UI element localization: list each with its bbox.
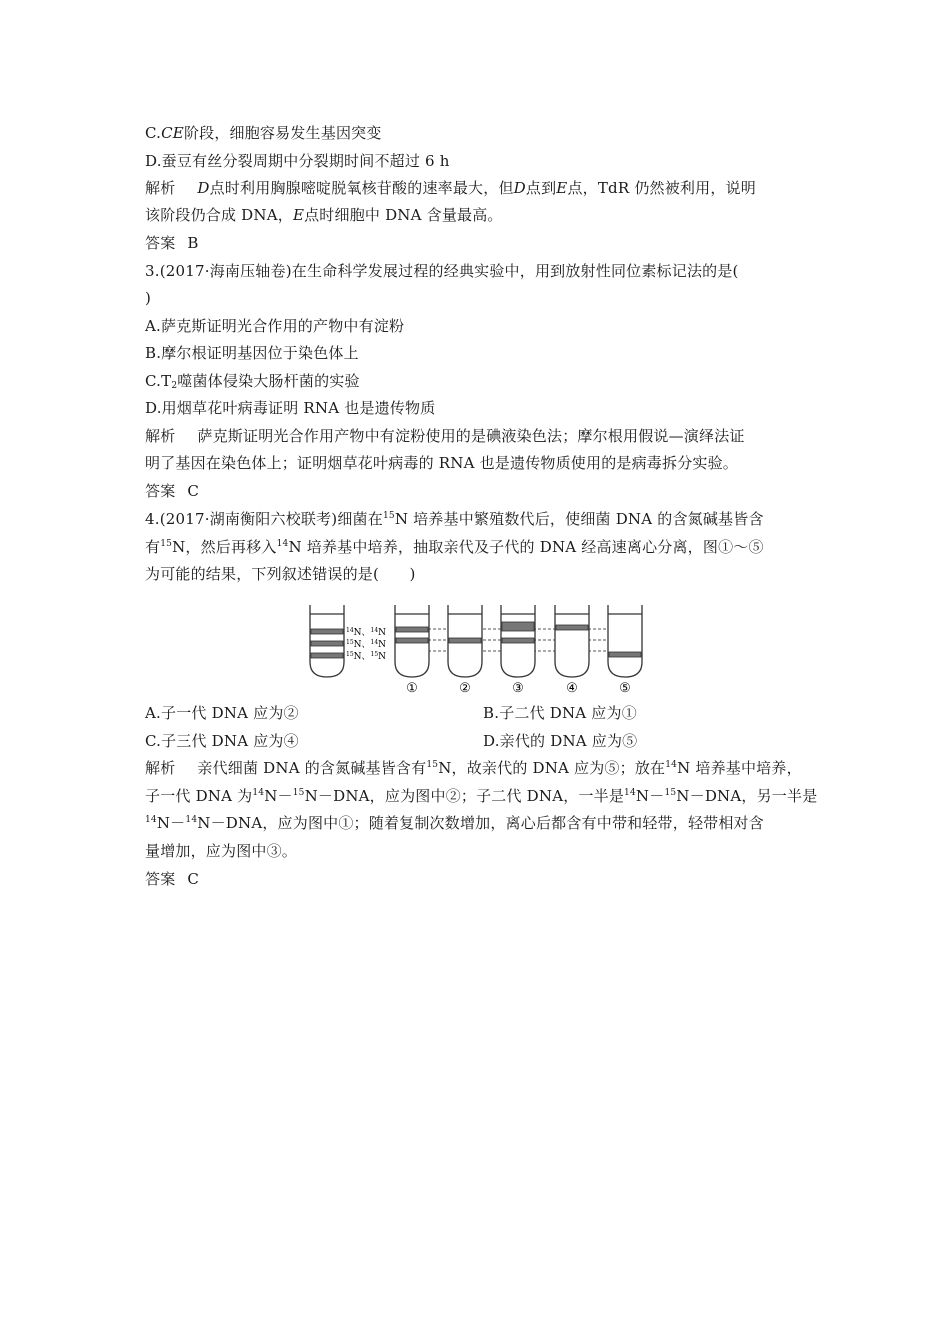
tube-2 xyxy=(448,605,482,677)
tube-label-5: ⑤ xyxy=(619,681,631,696)
q4-analysis-line2: 子一代 DNA 为$^{14}$N－$^{15}$N－DNA，应为图中②；子二代 DNA，一半是$^{14}$N－$^{15}$N－DNA，另一半是 xyxy=(145,787,818,805)
analysis-label: 解析 xyxy=(145,759,176,777)
tube-label-4: ④ xyxy=(566,681,578,696)
q4-stem-line2: 有$^{15}$N，然后再移入$^{14}$N 培养基中培养，抽取亲代及子代的 DNA 经高速离心分离，图①～⑤ xyxy=(145,538,764,556)
q2-analysis-line1: 解析 D点时利用胸腺嘧啶脱氧核苷酸的速率最大，但D点到E点，TdR 仍然被利用，说明 xyxy=(145,179,756,197)
band-light xyxy=(311,629,343,634)
tube-label-3: ③ xyxy=(512,681,524,696)
q3-stem-line2: ) xyxy=(145,289,152,307)
q3-analysis-line1: 解析 萨克斯证明光合作用产物中有淀粉使用的是碘液染色法；摩尔根用假说—演绎法证 xyxy=(145,427,745,445)
analysis-label: 解析 xyxy=(145,179,176,197)
centrifuge-figure xyxy=(300,600,650,696)
tube-3 xyxy=(501,605,535,677)
q3-option-b: B.摩尔根证明基因位于染色体上 xyxy=(145,344,359,362)
answer-label: 答案 xyxy=(145,870,176,888)
band-heavy xyxy=(311,653,343,658)
q2-answer xyxy=(145,232,815,254)
q3-option-d: D.用烟草花叶病毒证明 RNA 也是遗传物质 xyxy=(145,399,436,417)
band-label-light: $^{14}$N、$^{14}$N xyxy=(346,627,387,638)
band-hybrid xyxy=(311,641,343,646)
q4-stem-line1: 4.(2017·湖南衡阳六校联考)细菌在$^{15}$N 培养基中繁殖数代后，使细菌 DNA 的含氮碱基皆含 xyxy=(145,510,764,528)
analysis-label: 解析 xyxy=(145,427,176,445)
tube-1 xyxy=(395,605,429,677)
q4-analysis-line3: $^{14}$N－$^{14}$N－DNA，应为图中①；随着复制次数增加，离心后都含有中带和轻带，轻带相对含 xyxy=(145,814,764,832)
q2-option-d: D.蚕豆有丝分裂周期中分裂期时间不超过 6 h xyxy=(145,152,450,170)
q4-answer xyxy=(145,868,815,890)
q4-analysis-line1: 解析 亲代细菌 DNA 的含氮碱基皆含有$^{15}$N，故亲代的 DNA 应为⑤；放在$^{14}$N 培养基中培养， xyxy=(145,759,802,777)
band-label-hybrid: $^{15}$N、$^{14}$N xyxy=(346,639,387,650)
q3-option-a: A.萨克斯证明光合作用的产物中有淀粉 xyxy=(145,317,405,335)
q4-stem-line3: 为可能的结果，下列叙述错误的是( ) xyxy=(145,565,416,583)
tube-label-1: ① xyxy=(406,681,418,696)
q2-analysis-line2: 该阶段仍合成 DNA，E点时细胞中 DNA 含量最高。 xyxy=(145,206,503,224)
answer-value: B xyxy=(187,234,199,252)
answer-value: C xyxy=(187,482,200,500)
answer-value: C xyxy=(187,870,200,888)
answer-label: 答案 xyxy=(145,482,176,500)
q3-answer xyxy=(145,480,815,502)
q2-option-c: C.CE阶段，细胞容易发生基因突变 xyxy=(145,124,382,142)
q3-option-c: $C.T_2$噬菌体侵染大肠杆菌的实验 xyxy=(145,372,360,391)
q4-option-b: B.子二代 DNA 应为① xyxy=(483,704,637,722)
tube-5 xyxy=(608,605,642,677)
tube-4 xyxy=(555,605,589,677)
q3-analysis-line2: 明了基因在染色体上；证明烟草花叶病毒的 RNA 也是遗传物质使用的是病毒拆分实验。 xyxy=(145,454,738,472)
q4-option-a: A.子一代 DNA 应为② xyxy=(145,704,299,722)
tube-label-2: ② xyxy=(459,681,471,696)
q4-option-d: D.亲代的 DNA 应为⑤ xyxy=(483,732,638,750)
q4-option-c: C.子三代 DNA 应为④ xyxy=(145,732,299,750)
q3-stem-line1: 3.(2017·海南压轴卷)在生命科学发展过程的经典实验中，用到放射性同位素标记法的是( xyxy=(145,262,739,280)
band-label-heavy: $^{15}$N、$^{15}$N xyxy=(346,651,387,662)
answer-label: 答案 xyxy=(145,234,176,252)
q4-analysis-line4: 量增加，应为图中③。 xyxy=(145,842,298,860)
